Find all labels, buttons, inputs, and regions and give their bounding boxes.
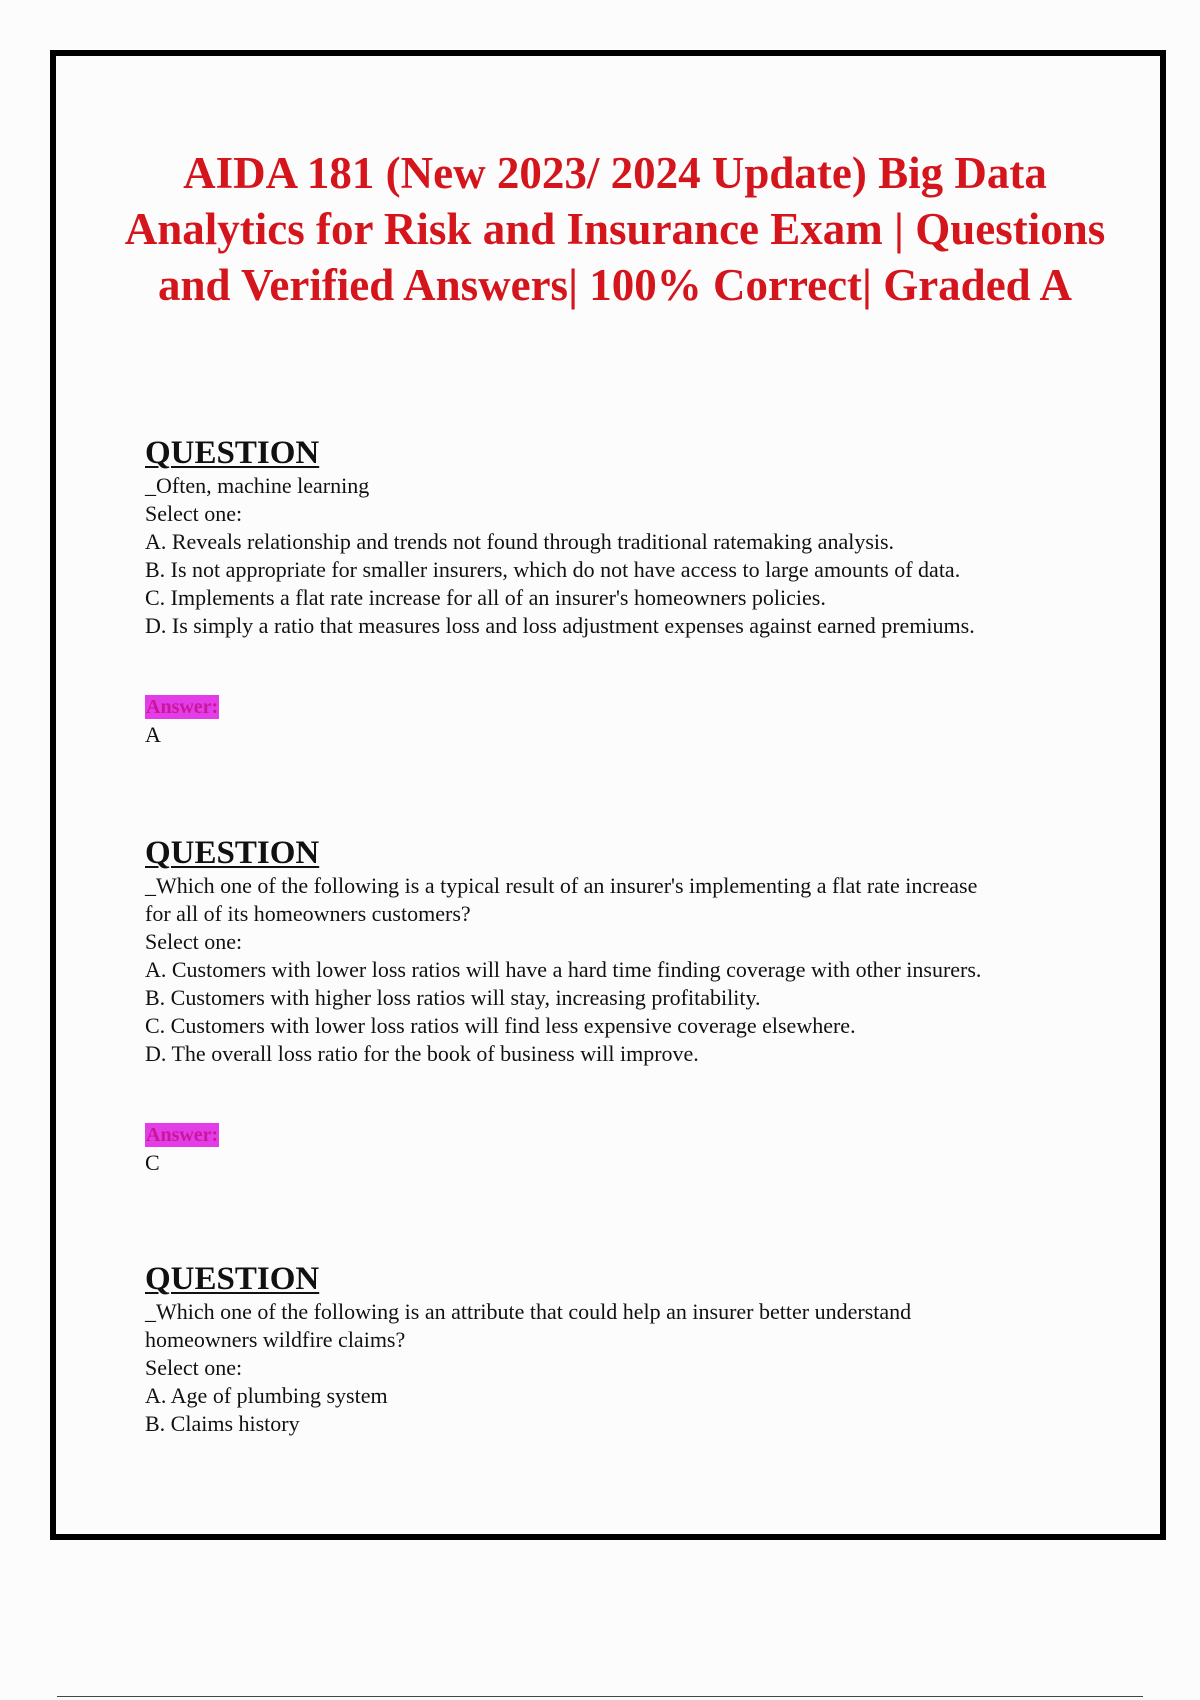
- question-stem: _ Which one of the following is an attribute that could help an insurer better understand: [145, 1298, 1145, 1326]
- question-stem-continued: for all of its homeowners customers?: [145, 901, 471, 926]
- option-list: [145, 528, 1145, 640]
- answer-block-1: [145, 695, 219, 749]
- option-b: B. Customers with higher loss ratios will stay, increasing profitability.: [145, 985, 761, 1010]
- question-block-1: [145, 436, 1145, 640]
- answer-block-2: [145, 1123, 219, 1177]
- option-a: A. Reveals relationship and trends not found through traditional ratemaking analysis.: [145, 529, 895, 554]
- answer-value: C: [145, 1150, 160, 1175]
- document-title: AIDA 181 (New 2023/ 2024 Update) Big Data Analytics for Risk and Insurance Exam | Questions and Verified Answers| 100% Correct| Graded A: [124, 148, 1106, 310]
- option-c: C. Implements a flat rate increase for all of an insurer's homeowners policies.: [145, 585, 826, 610]
- option-b: B. Is not appropriate for smaller insurers, which do not have access to large amounts of data.: [145, 557, 961, 582]
- option-c: C. Customers with lower loss ratios will find less expensive coverage elsewhere.: [145, 1013, 856, 1038]
- option-a: A. Customers with lower loss ratios will have a hard time finding coverage with other insurers.: [145, 957, 982, 982]
- footer-rule: [57, 1696, 1143, 1697]
- select-one-prompt: Select one:: [145, 1355, 243, 1380]
- question-stem: _ Which one of the following is a typical result of an insurer's implementing a flat rate increase: [145, 872, 1145, 900]
- question-heading: QUESTION: [145, 435, 320, 471]
- answer-label: Answer:: [146, 1124, 219, 1146]
- select-one-prompt: Select one:: [145, 929, 243, 954]
- option-list: [145, 956, 1145, 1068]
- option-a: A. Age of plumbing system: [145, 1383, 388, 1408]
- option-d: D. Is simply a ratio that measures loss and loss adjustment expenses against earned premiums.: [145, 613, 975, 638]
- question-heading: QUESTION: [145, 1261, 320, 1297]
- answer-label: Answer:: [146, 696, 219, 718]
- question-block-2: [145, 836, 1145, 1068]
- question-heading: QUESTION: [145, 835, 320, 871]
- question-stem: _ Often, machine learning: [145, 472, 1145, 500]
- option-d: D. The overall loss ratio for the book of business will improve.: [145, 1041, 699, 1066]
- question-block-3: [145, 1262, 1145, 1438]
- option-b: B. Claims history: [145, 1411, 300, 1436]
- answer-value: A: [145, 722, 161, 747]
- question-stem-continued: homeowners wildfire claims?: [145, 1327, 406, 1352]
- select-one-prompt: Select one:: [145, 501, 243, 526]
- option-list: [145, 1382, 1145, 1438]
